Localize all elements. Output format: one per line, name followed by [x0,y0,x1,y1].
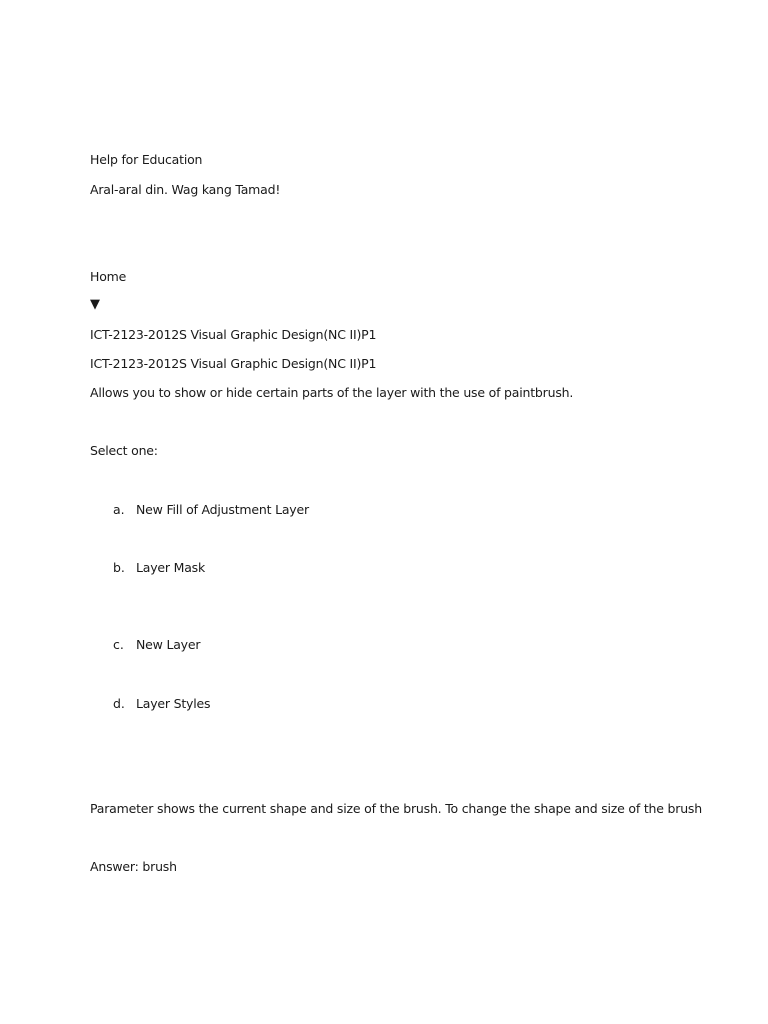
home-link[interactable]: Home [90,269,127,284]
option-label: New Fill of Adjustment Layer [136,502,309,517]
option-label: New Layer [136,637,201,652]
option-letter: b. [113,560,125,575]
course-title-2: ICT-2123-2012S Visual Graphic Design(NC II)P1 [90,356,377,371]
option-letter: c. [113,637,124,652]
answer-text: Answer: brush [90,859,177,874]
select-one-prompt: Select one: [90,443,158,458]
question-text: Parameter shows the current shape and size of the brush. To change the shape and size of the brush [90,801,702,816]
question-text: Allows you to show or hide certain parts of the layer with the use of paintbrush. [90,385,574,400]
course-title-1: ICT-2123-2012S Visual Graphic Design(NC II)P1 [90,327,377,342]
site-title: Help for Education [90,152,203,167]
option-label: Layer Styles [136,696,211,711]
option-letter: a. [113,502,125,517]
option-letter: d. [113,696,125,711]
site-tagline: Aral-aral din. Wag kang Tamad! [90,182,281,197]
option-label: Layer Mask [136,560,206,575]
chevron-down-icon[interactable]: ▼ [90,297,100,312]
